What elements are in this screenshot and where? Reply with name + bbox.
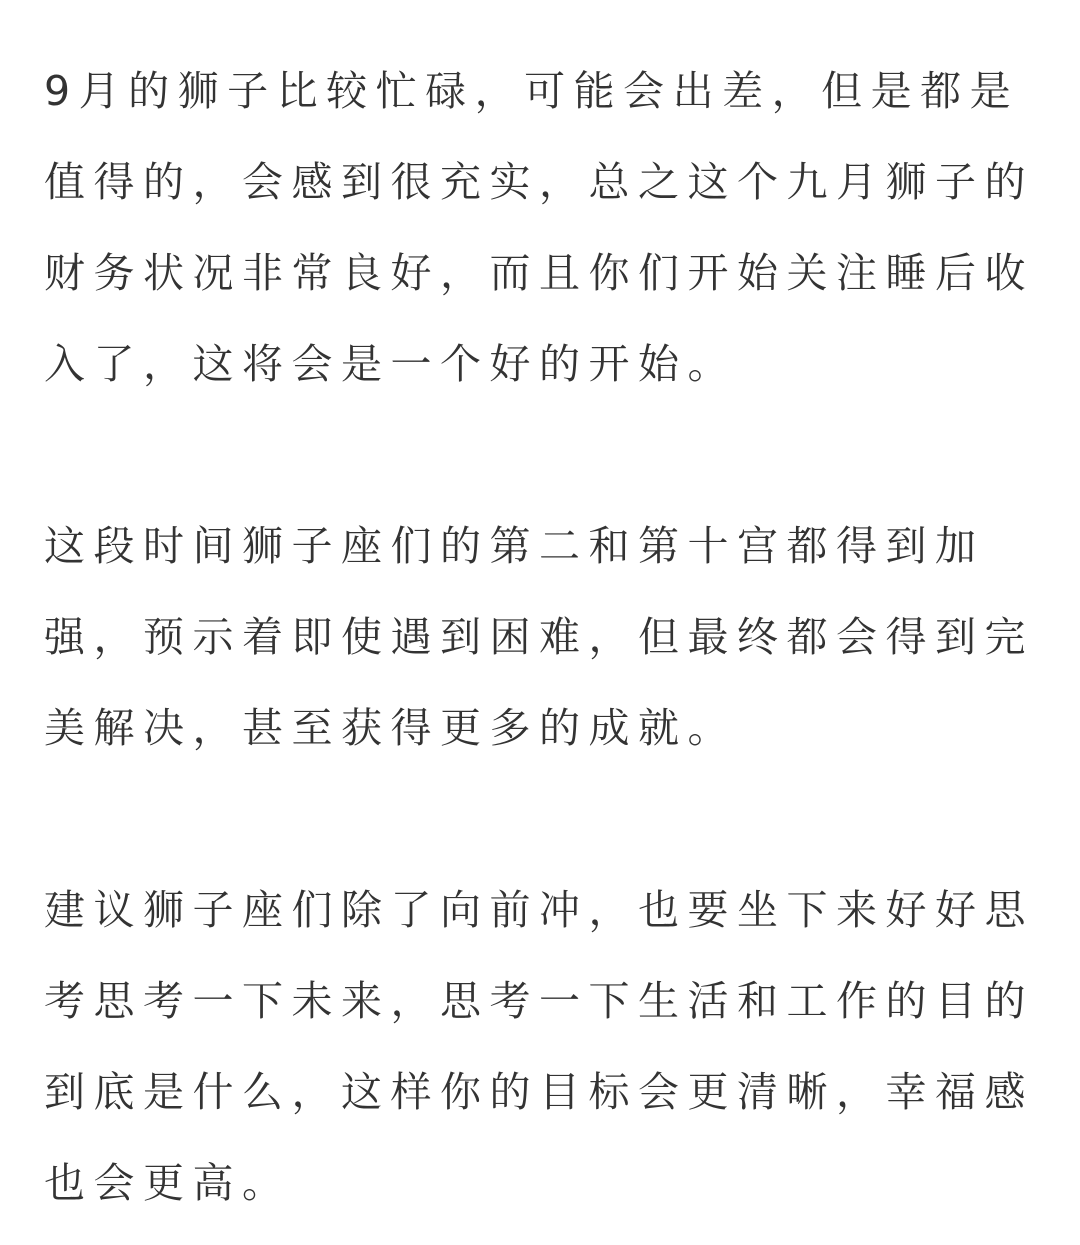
paragraph-3: 建议狮子座们除了向前冲，也要坐下来好好思考思考一下未来，思考一下生活和工作的目的到底是什么，这样你的目标会更清晰，幸福感也会更高。	[44, 886, 1034, 1207]
paragraph-2: 这段时间狮子座们的第二和第十宫都得到加强，预示着即使遇到困难，但最终都会得到完美解决，甚至获得更多的成就。	[44, 522, 1034, 752]
paragraph-1: 9月的狮子比较忙碌，可能会出差，但是都是值得的，会感到很充实，总之这个九月狮子的财务状况非常良好，而且你们开始关注睡后收入了，这将会是一个好的开始。	[44, 67, 1034, 388]
article-body	[44, 46, 1036, 1229]
